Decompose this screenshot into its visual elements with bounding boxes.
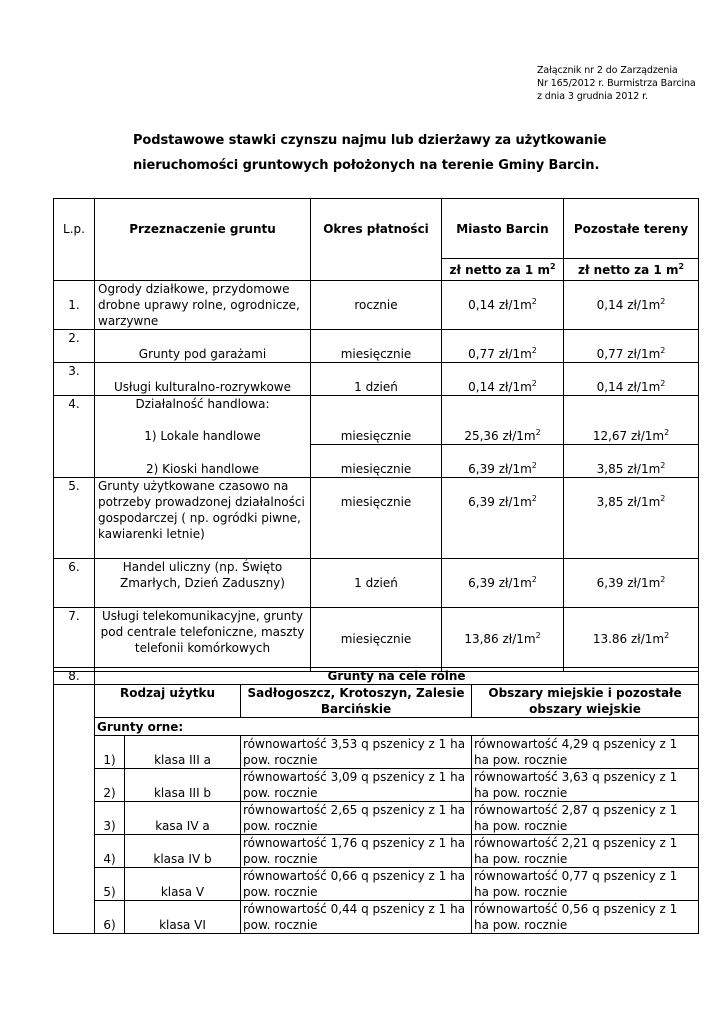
rate-unit: zł/1m [498, 494, 532, 509]
row-city-rate [442, 477, 564, 558]
row-purpose: Handel uliczny (np. Święto Zmarłych, Dzień Zaduszny) [95, 558, 311, 607]
agri-row [54, 901, 699, 934]
rate-value: 6,39 [596, 575, 624, 590]
title-line: nieruchomości gruntowych położonych na terenie Gminy Barcin. [133, 158, 600, 173]
agri-lp-spacer [54, 685, 95, 934]
rate-value: 0,77 [596, 347, 624, 361]
rate-unit: zł/1m [627, 347, 661, 361]
document-title [133, 128, 606, 178]
agri-header-zone1: Sadłogoszcz, Krotoszyn, Zalesie Barcińskie [241, 685, 472, 718]
agri-arable-label: Grunty orne: [95, 718, 699, 736]
agri-row-zone1: równowartość 1,76 q pszenicy z 1 ha pow. rocznie [241, 835, 472, 868]
row-other-rate [564, 396, 699, 445]
row-lp: 3. [54, 363, 95, 396]
table-row [54, 607, 699, 671]
agri-row-no: 4) [95, 835, 125, 868]
rate-unit: zł/1m [627, 494, 661, 509]
agri-row-no: 6) [95, 901, 125, 934]
row-lp: 4. [54, 396, 95, 478]
agri-row [54, 802, 699, 835]
row-lp: 1. [54, 281, 95, 330]
rate-value: 13.86 [592, 632, 628, 646]
header-city: Miasto Barcin [442, 199, 564, 259]
agri-row-zone1: równowartość 0,66 q pszenicy z 1 ha pow. rocznie [241, 868, 472, 901]
rate-unit: zł/1m [627, 380, 661, 394]
header-other: Pozostałe tereny [564, 199, 699, 259]
header-purpose: Przeznaczenie gruntu [95, 199, 311, 281]
rate-value: 12,67 [592, 428, 628, 443]
rate-value: 3,85 [596, 461, 624, 476]
agri-row-zone2: równowartość 0,77 q pszenicy z 1 ha pow. rocznie [472, 868, 699, 901]
unit-sup: 2 [678, 261, 685, 271]
agri-row-class: klasa III b [125, 769, 241, 802]
rate-value: 0,14 [468, 380, 495, 394]
rate-sup: 2 [660, 574, 666, 584]
row-lp: 5. [54, 477, 95, 558]
rate-unit: zł/1m [498, 575, 532, 590]
row-city-rate [442, 330, 564, 363]
unit-city [442, 259, 564, 281]
rate-sup: 2 [531, 297, 537, 306]
rate-sup: 2 [664, 631, 670, 640]
rate-sup: 2 [531, 379, 537, 388]
row-lp: 2. [54, 330, 95, 363]
rate-sup: 2 [664, 427, 670, 437]
row-lp: 6. [54, 558, 95, 607]
rate-sup: 2 [531, 460, 537, 470]
agri-lp: 8. [54, 668, 95, 685]
table-row [54, 281, 699, 330]
rate-value: 0,77 [468, 347, 495, 361]
annex-line: Załącznik nr 2 do Zarządzenia [537, 65, 678, 76]
row-city-rate [442, 281, 564, 330]
rates-table [53, 198, 699, 672]
row-purpose: Grunty użytkowane czasowo na potrzeby prowadzonej działalności gospodarczej ( np. ogródki piwne, kawiarenki letnie) [95, 477, 311, 558]
agri-title: Grunty na cele rolne [95, 668, 699, 685]
unit-sup: 2 [549, 261, 556, 271]
row-other-rate [564, 281, 699, 330]
row-period: 1 dzień [311, 558, 442, 607]
row-period: rocznie [311, 281, 442, 330]
row-city-rate [442, 607, 564, 671]
rate-unit: zł/1m [502, 632, 536, 646]
rate-sup: 2 [531, 346, 537, 355]
row-other-rate [564, 477, 699, 558]
header-period: Okres płatności [311, 199, 442, 281]
header-lp: L.p. [54, 199, 95, 281]
rate-value: 0,14 [468, 298, 495, 312]
row-sub-purpose: 1) Lokale handlowe [144, 429, 261, 443]
row-city-rate [442, 363, 564, 396]
row-city-rate [442, 396, 564, 445]
annex-note [537, 64, 696, 103]
agri-row-no: 1) [95, 736, 125, 769]
rate-value: 6,39 [468, 575, 495, 590]
agri-header-type: Rodzaj użytku [95, 685, 241, 718]
row-other-rate [564, 607, 699, 671]
row-period: miesięcznie [311, 477, 442, 558]
rate-value: 6,39 [468, 494, 495, 509]
row-period: miesięcznie [311, 607, 442, 671]
agri-header-row [54, 685, 699, 718]
agri-row [54, 736, 699, 769]
agri-row-zone1: równowartość 3,09 q pszenicy z 1 ha pow. rocznie [241, 769, 472, 802]
annex-line: Nr 165/2012 r. Burmistrza Barcina [537, 78, 696, 89]
rate-unit: zł/1m [502, 428, 536, 443]
row-period: miesięcznie [311, 444, 442, 477]
rate-value: 6,39 [468, 461, 495, 476]
agri-header-zone2: Obszary miejskie i pozostałe obszary wiejskie [472, 685, 699, 718]
agri-row-no: 5) [95, 868, 125, 901]
rate-unit: zł/1m [631, 428, 665, 443]
row-city-rate [442, 558, 564, 607]
agri-row [54, 868, 699, 901]
agri-row-no: 2) [95, 769, 125, 802]
unit-text: zł netto za 1 m [577, 262, 679, 277]
rate-unit: zł/1m [498, 461, 532, 476]
agri-row-zone2: równowartość 2,21 q pszenicy z 1 ha pow. rocznie [472, 835, 699, 868]
row-purpose-heading: Działalność handlowa: [135, 397, 270, 411]
agri-row-zone2: równowartość 4,29 q pszenicy z 1 ha pow. rocznie [472, 736, 699, 769]
row-purpose: Ogrody działkowe, przydomowe drobne uprawy rolne, ogrodnicze, warzywne [95, 281, 311, 330]
rate-value: 0,14 [596, 380, 624, 394]
row-purpose: Grunty pod garażami [95, 330, 311, 363]
row-other-rate [564, 363, 699, 396]
agri-row-class: kasa IV a [125, 802, 241, 835]
table-row [54, 363, 699, 396]
agri-row-class: klasa V [125, 868, 241, 901]
row-period: miesięcznie [311, 330, 442, 363]
agri-row-class: klasa IV b [125, 835, 241, 868]
row-purpose [95, 396, 311, 445]
row-period: miesięcznie [311, 396, 442, 445]
agri-title-row [54, 668, 699, 685]
rate-sup: 2 [531, 574, 537, 584]
agri-row-zone1: równowartość 0,44 q pszenicy z 1 ha pow. rocznie [241, 901, 472, 934]
rate-unit: zł/1m [627, 461, 661, 476]
annex-line: z dnia 3 grudnia 2012 r. [537, 91, 648, 102]
rate-value: 0,14 [596, 298, 624, 312]
rate-value: 13,86 [464, 632, 499, 646]
agri-row-no: 3) [95, 802, 125, 835]
table-row [54, 477, 699, 558]
agricultural-table [53, 667, 699, 934]
title-line: Podstawowe stawki czynszu najmu lub dzierżawy za użytkowanie [133, 133, 607, 148]
agri-row-zone1: równowartość 2,65 q pszenicy z 1 ha pow. rocznie [241, 802, 472, 835]
rate-value: 3,85 [596, 494, 624, 509]
agri-row-zone2: równowartość 0,56 q pszenicy z 1 ha pow. rocznie [472, 901, 699, 934]
row-other-rate [564, 444, 699, 477]
rate-value: 25,36 [464, 428, 499, 443]
rate-unit: zł/1m [498, 298, 532, 312]
agri-row-class: klasa III a [125, 736, 241, 769]
row-lp: 7. [54, 607, 95, 671]
row-other-rate [564, 330, 699, 363]
rate-sup: 2 [535, 427, 541, 437]
rate-sup: 2 [531, 493, 537, 503]
table-row [54, 396, 699, 445]
table-row [54, 330, 699, 363]
agri-row-zone1: równowartość 3,53 q pszenicy z 1 ha pow. rocznie [241, 736, 472, 769]
unit-other [564, 259, 699, 281]
rate-sup: 2 [660, 379, 666, 388]
row-city-rate [442, 444, 564, 477]
rate-unit: zł/1m [631, 632, 665, 646]
row-purpose: Usługi telekomunikacyjne, grunty pod centrale telefoniczne, maszty telefonii komórkowych [95, 607, 311, 671]
agri-row-class: klasa VI [125, 901, 241, 934]
rate-sup: 2 [660, 460, 666, 470]
row-other-rate [564, 558, 699, 607]
table-row [54, 558, 699, 607]
table-row [54, 444, 699, 477]
rate-unit: zł/1m [627, 298, 661, 312]
rate-unit: zł/1m [498, 347, 532, 361]
row-period: 1 dzień [311, 363, 442, 396]
agri-row [54, 835, 699, 868]
rate-sup: 2 [660, 346, 666, 355]
row-purpose: Usługi kulturalno-rozrywkowe [95, 363, 311, 396]
header-row [54, 199, 699, 259]
rate-sup: 2 [535, 631, 541, 640]
rate-sup: 2 [660, 297, 666, 306]
unit-text: zł netto za 1 m [449, 262, 550, 277]
rate-unit: zł/1m [498, 380, 532, 394]
agri-row-zone2: równowartość 2,87 q pszenicy z 1 ha pow. rocznie [472, 802, 699, 835]
row-sub-purpose: 2) Kioski handlowe [95, 444, 311, 477]
agri-arable-row [54, 718, 699, 736]
rate-unit: zł/1m [627, 575, 661, 590]
agri-row-zone2: równowartość 3,63 q pszenicy z 1 ha pow. rocznie [472, 769, 699, 802]
agri-row [54, 769, 699, 802]
rate-sup: 2 [660, 493, 666, 503]
